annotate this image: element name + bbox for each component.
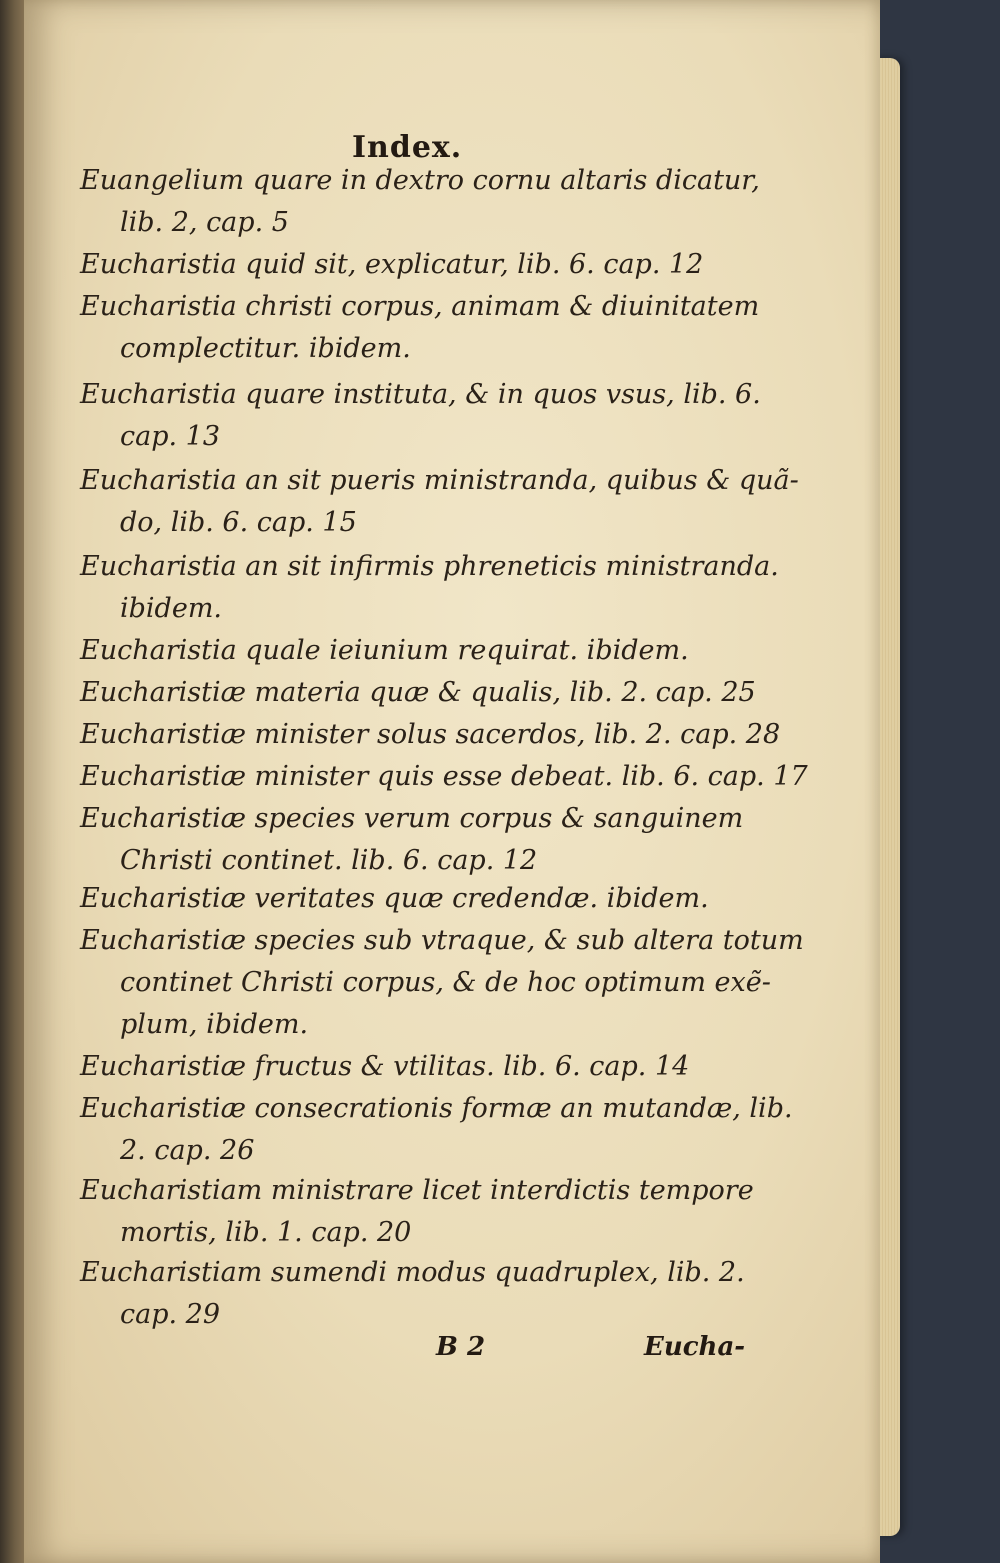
- entry-line: Eucharistiæ minister solus sacerdos, lib. 2. cap. 28: [80, 719, 781, 750]
- index-entry: [80, 798, 743, 882]
- entry-line: mortis, lib. 1. cap. 20: [120, 1217, 412, 1248]
- entry-line: Euangelium quare in dextro cornu altaris dicatur,: [80, 165, 760, 196]
- entry-line: Eucharistia an sit infirmis phreneticis ministranda.: [80, 551, 779, 582]
- entry-line: Eucharistiæ species verum corpus & sanguinem: [80, 803, 744, 834]
- index-entry: [80, 160, 760, 244]
- entry-line: Eucharistiæ fructus & vtilitas. lib. 6. cap. 14: [80, 1051, 690, 1082]
- index-entry: [80, 756, 808, 798]
- index-entry: [80, 1170, 754, 1254]
- index-entry: [80, 286, 759, 370]
- index-entry: [80, 1088, 793, 1172]
- entry-line: Eucharistiæ materia quæ & qualis, lib. 2. cap. 25: [80, 677, 756, 708]
- entry-line: ibidem.: [120, 593, 223, 624]
- catchword: Eucha-: [644, 1332, 746, 1362]
- entry-line: Eucharistia an sit pueris ministranda, quibus & quã-: [80, 465, 799, 496]
- entry-line: Eucharistiam ministrare licet interdictis tempore: [80, 1175, 754, 1206]
- entry-line: Eucharistiæ species sub vtraque, & sub altera totum: [80, 925, 804, 956]
- entry-line: Eucharistia christi corpus, animam & diuinitatem: [80, 291, 760, 322]
- index-entry: [80, 630, 689, 672]
- entry-line: lib. 2, cap. 5: [120, 207, 289, 238]
- index-entry: [80, 672, 756, 714]
- index-entry: [80, 920, 804, 1046]
- page-header: Index.: [352, 130, 463, 165]
- entry-line: do, lib. 6. cap. 15: [120, 507, 357, 538]
- entry-line: Eucharistiæ veritates quæ credendæ. ibidem.: [80, 883, 709, 914]
- entry-line: Eucharistiæ minister quis esse debeat. lib. 6. cap. 17: [80, 761, 808, 792]
- entry-line: 2. cap. 26: [120, 1135, 255, 1166]
- entry-line: Eucharistia quare instituta, & in quos vsus, lib. 6.: [80, 379, 761, 410]
- index-entry: [80, 1252, 745, 1336]
- index-entry: [80, 244, 703, 286]
- entry-line: Eucharistia quid sit, explicatur, lib. 6. cap. 12: [80, 249, 704, 280]
- index-entry: [80, 546, 779, 630]
- entry-line: Eucharistiam sumendi modus quadruplex, lib. 2.: [80, 1257, 745, 1288]
- index-entry: [80, 878, 709, 920]
- entry-line: plum, ibidem.: [120, 1009, 309, 1040]
- book-binding: [0, 0, 26, 1563]
- index-entry: [80, 460, 799, 544]
- entry-line: cap. 13: [120, 421, 221, 452]
- signature-mark: B 2: [436, 1332, 486, 1362]
- entry-line: complectitur. ibidem.: [120, 333, 411, 364]
- entry-line: cap. 29: [120, 1299, 221, 1330]
- entry-line: Christi continet. lib. 6. cap. 12: [120, 845, 538, 876]
- book-page: [24, 0, 880, 1563]
- entry-line: Eucharistiæ consecrationis formæ an mutandæ, lib.: [80, 1093, 793, 1124]
- entry-line: continet Christi corpus, & de hoc optimum exẽ-: [120, 967, 771, 998]
- index-entry: [80, 714, 780, 756]
- index-entry: [80, 1046, 689, 1088]
- index-entry: [80, 374, 761, 458]
- entry-line: Eucharistia quale ieiunium requirat. ibidem.: [80, 635, 689, 666]
